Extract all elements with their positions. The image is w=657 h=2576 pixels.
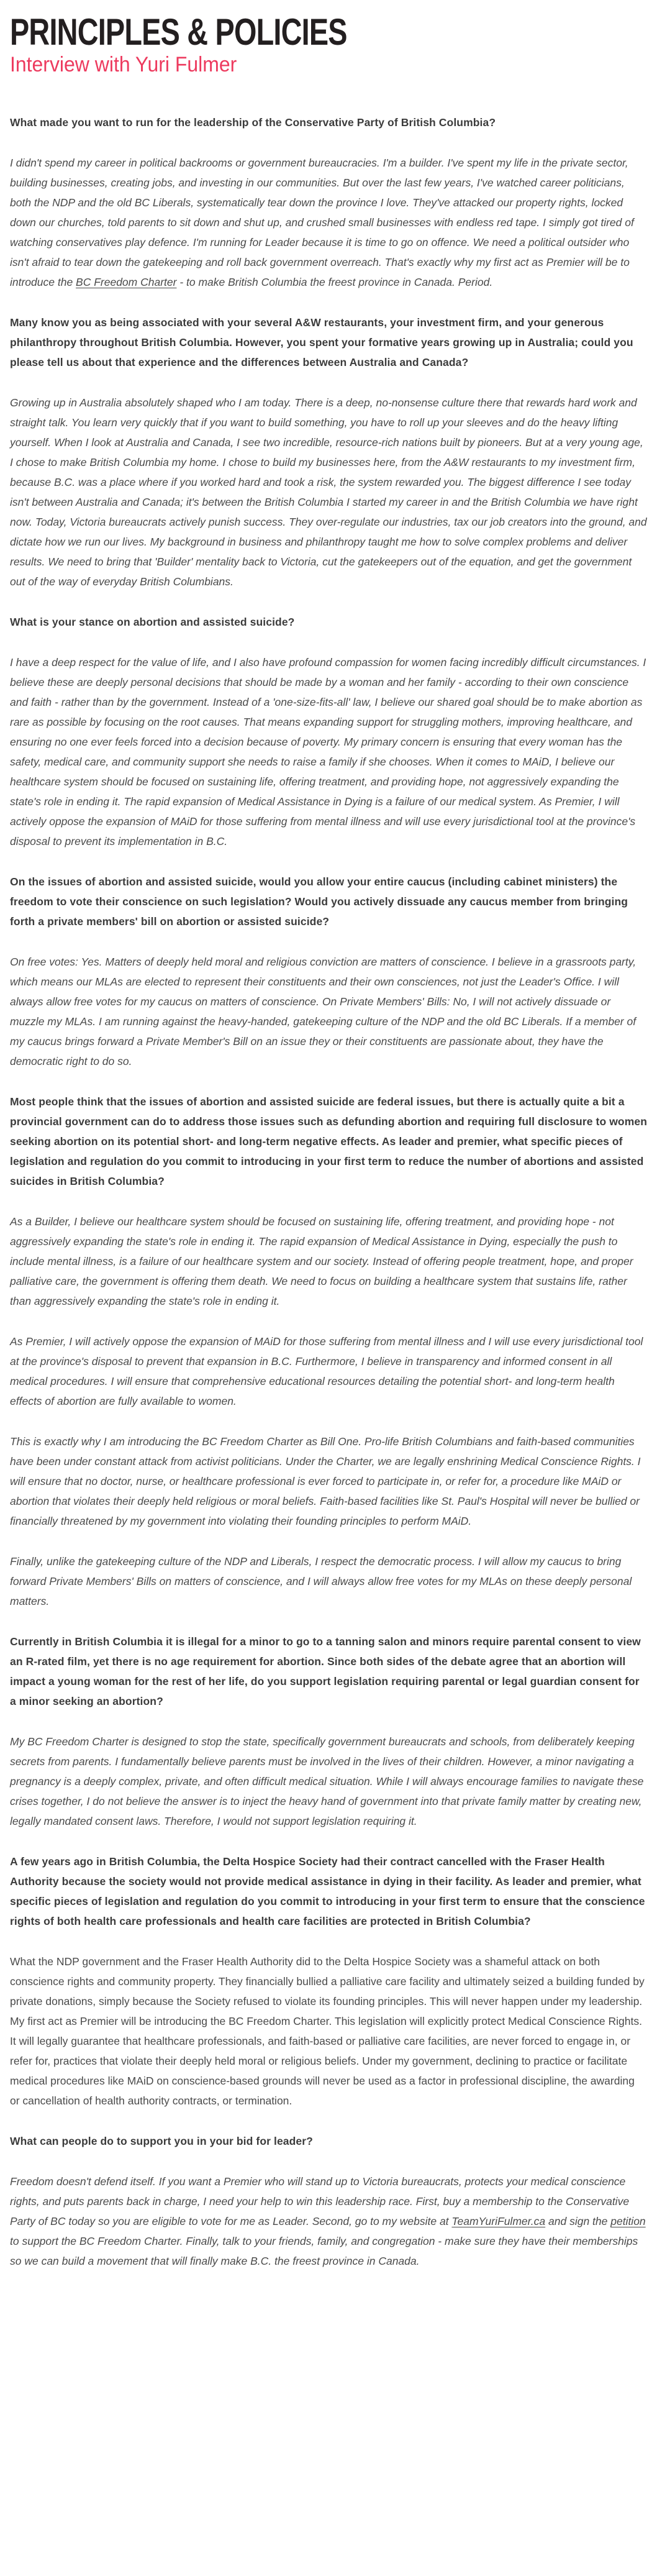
question-8: What can people do to support you in your bid for leader? (10, 2135, 313, 2148)
answer-text: On free votes: Yes. Matters of deeply held moral and religious conviction are matters of conscience. I believe in a grassroots party, which means our MLAs are elected to represent their constituents and their own consciences, not just the Leader's Office. I will always allow free votes for my caucus on matters of conscience. On Private Members' Bills: No, I will not actively dissuade or muzzle my MLAs. I am running against the heavy-handed, gatekeeping culture of the NDP and the old BC Liberals. If a member of my caucus brings forward a Private Member's Bill on an issue they or their constituents are passionate about, they have the democratic right to do so. (10, 956, 637, 1068)
answer-5-paragraph-2 (10, 1331, 647, 1411)
answer-text: - to make British Columbia the freest province in Canada. Period. (176, 276, 493, 289)
question-1: What made you want to run for the leadership of the Conservative Party of British Columbia? (10, 116, 496, 129)
bc-freedom-charter-link[interactable]: BC Freedom Charter (76, 276, 177, 289)
answer-text: I have a deep respect for the value of life, and I also have profound compassion for women facing incredibly difficult circumstances. I believe these are deeply personal decisions that should be made by a woman and her family - according to their own conscience and faith - rather than by the government. Instead of a 'one-size-fits-all' law, I believe our shared goal should be to make abortion as rare as possible by focusing on the root causes. That means expanding support for struggling mothers, improving healthcare, and ensuring no one ever feels forced into a decision because of poverty. My primary concern is ensuring that every woman has the safety, medical care, and community support she needs to raise a family if she chooses. When it comes to MAiD, I believe our healthcare system should be focused on sustaining life, offering treatment, and providing hope, not aggressively expanding the state's role in ending it. The rapid expansion of Medical Assistance in Dying is a failure of our medical system. As Premier, I will actively oppose the expansion of MAiD for those suffering from mental illness and will use every jurisdictional tool at the province's disposal to prevent its implementation in B.C. (10, 656, 646, 848)
answer-text: Finally, unlike the gatekeeping culture of the NDP and Liberals, I respect the democratic process. I will allow my caucus to bring forward Private Members' Bills on matters of conscience, and I will always allow free votes for my MLAs on these deeply personal matters. (10, 1555, 632, 1608)
team-yuri-fulmer-link[interactable]: TeamYuriFulmer.ca (451, 2215, 546, 2228)
answer-text: I didn't spend my career in political backrooms or government bureaucracies. I'm a builder. I've spent my life in the private sector, building businesses, creating jobs, and investing in our communities. But over the last few years, I've watched career politicians, both the NDP and the old BC Liberals, systematically tear down the province I love. They've attacked our property rights, locked down our churches, told parents to sit down and shut up, and crushed small businesses with endless red tape. I simply got tired of watching conservatives play defence. I'm running for Leader because it is time to go on offence. We need a political outsider who isn't afraid to tear down the gatekeeping and roll back government overreach. That's exactly why my first act as Premier will be to introduce the (10, 157, 634, 289)
answer-text: to support the BC Freedom Charter. Finally, talk to your friends, family, and congregation - make sure they have their memberships so we can build a movement that will finally make B.C. the freest province in Canada. (10, 2235, 638, 2268)
answer-4 (10, 952, 647, 1071)
question-4: On the issues of abortion and assisted suicide, would you allow your entire caucus (including cabinet ministers) the freedom to vote their conscience on such legislation? Would you actively dissuade any caucus member from bringing forth a private members' bill on abortion or assisted suicide? (10, 875, 628, 928)
answer-text: What the NDP government and the Fraser Health Authority did to the Delta Hospice Society was a shameful attack on both conscience rights and community property. They financially bullied a palliative care facility and ultimately seized a building funded by private donations, simply because the Society refused to violate its founding principles. This will never happen under my leadership. My first act as Premier will be introducing the BC Freedom Charter. This legislation will explicitly protect Medical Conscience Rights. It will legally guarantee that healthcare professionals, and faith-based or palliative care facilities, are never forced to engage in, or refer for, practices that violate their deeply held moral or religious beliefs. Under my government, declining to practice or facilitate medical procedures like MAiD on conscience-based grounds will never be used as a factor in professional discipline, the awarding or cancellation of health authority contracts, or termination. (10, 1955, 645, 2108)
page-title: PRINCIPLES & POLICIES (10, 11, 347, 53)
answer-text: Freedom doesn't defend itself. If you want a Premier who will stand up to Victoria bureaucrats, protects your medical conscience rights, and puts parents back in charge, I need your help to win this leadership race. First, buy a membership to the Conservative Party of BC today so you are eligible to vote for me as Leader. Second, go to my website at (10, 2175, 630, 2228)
answer-8 (10, 2172, 647, 2271)
question-2: Many know you as being associated with your several A&W restaurants, your investment firm, and your generous philanthropy throughout British Columbia. However, you spent your formative years growing up in Australia; could you please tell us about that experience and the differences between Australia and Canada? (10, 316, 633, 369)
question-5: Most people think that the issues of abortion and assisted suicide are federal issues, but there is actually quite a bit a provincial government can do to address those issues such as defunding abortion and requiring full disclosure to women seeking abortion on its potential short- and long-term negative effects. As leader and premier, what specific pieces of legislation and regulation do you commit to introducing in your first term to reduce the number of abortions and assisted suicides in British Columbia? (10, 1095, 647, 1188)
answer-7 (10, 1952, 647, 2111)
answer-text: As Premier, I will actively oppose the expansion of MAiD for those suffering from mental illness and I will use every jurisdictional tool at the province's disposal to prevent that expansion in B.C. Furthermore, I believe in transparency and informed consent in all medical procedures. I will ensure that comprehensive educational resources detailing the potential short- and long-term health effects of abortion are fully available to women. (10, 1335, 643, 1408)
answer-text: and sign the (545, 2215, 611, 2228)
answer-6 (10, 1732, 647, 1831)
interview-body (10, 112, 647, 2271)
answer-2 (10, 393, 647, 591)
petition-link[interactable]: petition (610, 2215, 646, 2228)
answer-text: Growing up in Australia absolutely shaped who I am today. There is a deep, no-nonsense culture there that rewards hard work and straight talk. You learn very quickly that if you want to build something, you have to roll up your sleeves and do the heavy lifting yourself. When I look at Australia and Canada, I see two incredible, resource-rich nations built by pioneers. But at a very young age, I chose to make British Columbia my home. I chose to build my businesses here, from the A&W restaurants to my investment firm, because B.C. was a place where if you worked hard and took a risk, the system rewarded you. The biggest difference I see today isn't between Australia and Canada; it's between the British Columbia I started my career in and the British Columbia we have right now. Today, Victoria bureaucrats actively punish success. They over-regulate our industries, tax our job creators into the ground, and dictate how we run our lives. My background in business and philanthropy taught me how to solve complex problems and deliver results. We need to bring that 'Builder' mentality back to Victoria, cut the gatekeepers out of the equation, and get the government out of the way of everyday British Columbians. (10, 396, 647, 588)
page-subtitle: Interview with Yuri Fulmer (10, 53, 237, 76)
answer-5-paragraph-1 (10, 1212, 647, 1311)
question-3: What is your stance on abortion and assisted suicide? (10, 616, 295, 629)
answer-5-paragraph-4 (10, 1551, 647, 1611)
answer-1 (10, 153, 647, 292)
answer-5-paragraph-3 (10, 1432, 647, 1531)
masthead (10, 10, 647, 76)
answer-3 (10, 652, 647, 851)
answer-text: As a Builder, I believe our healthcare system should be focused on sustaining life, offering treatment, and providing hope - not aggressively expanding the state's role in ending it. The rapid expansion of Medical Assistance in Dying, especially the push to include mental illness, is a failure of our healthcare system and our society. Instead of offering people treatment, hope, and proper palliative care, the government is offering them death. We need to focus on building a healthcare system that sustains life, rather than aggressively expanding the state's role in ending it. (10, 1215, 633, 1308)
answer-text: This is exactly why I am introducing the BC Freedom Charter as Bill One. Pro-life British Columbians and faith-based communities have been under constant attack from activist politicians. Under the Charter, we are legally enshrining Medical Conscience Rights. I will ensure that no doctor, nurse, or healthcare professional is ever forced to participate in, or refer for, a procedure like MAiD or abortion that violates their deeply held religious or moral beliefs. Faith-based facilities like St. Paul's Hospital will never be bullied or financially threatened by my government into violating their founding principles to perform MAiD. (10, 1435, 641, 1528)
answer-text: My BC Freedom Charter is designed to stop the state, specifically government bureaucrats and schools, from deliberately keeping secrets from parents. I fundamentally believe parents must be involved in the lives of their children. However, a minor navigating a pregnancy is a deeply complex, private, and often difficult medical situation. While I will always encourage families to navigate these crises together, I do not believe the answer is to inject the heavy hand of government into that private family matter by creating new, legally mandated consent laws. Therefore, I would not support legislation requiring it. (10, 1735, 644, 1828)
question-7: A few years ago in British Columbia, the Delta Hospice Society had their contract cancelled with the Fraser Health Authority because the society would not provide medical assistance in dying in their facility. As leader and premier, what specific pieces of legislation and regulation do you commit to introducing in your first term to ensure that the conscience rights of both health care professionals and health care facilities are protected in British Columbia? (10, 1855, 645, 1928)
question-6: Currently in British Columbia it is illegal for a minor to go to a tanning salon and minors require parental consent to view an R-rated film, yet there is no age requirement for abortion. Since both sides of the debate agree that an abortion will impact a young woman for the rest of her life, do you support legislation requiring parental or legal guardian consent for a minor seeking an abortion? (10, 1635, 641, 1708)
